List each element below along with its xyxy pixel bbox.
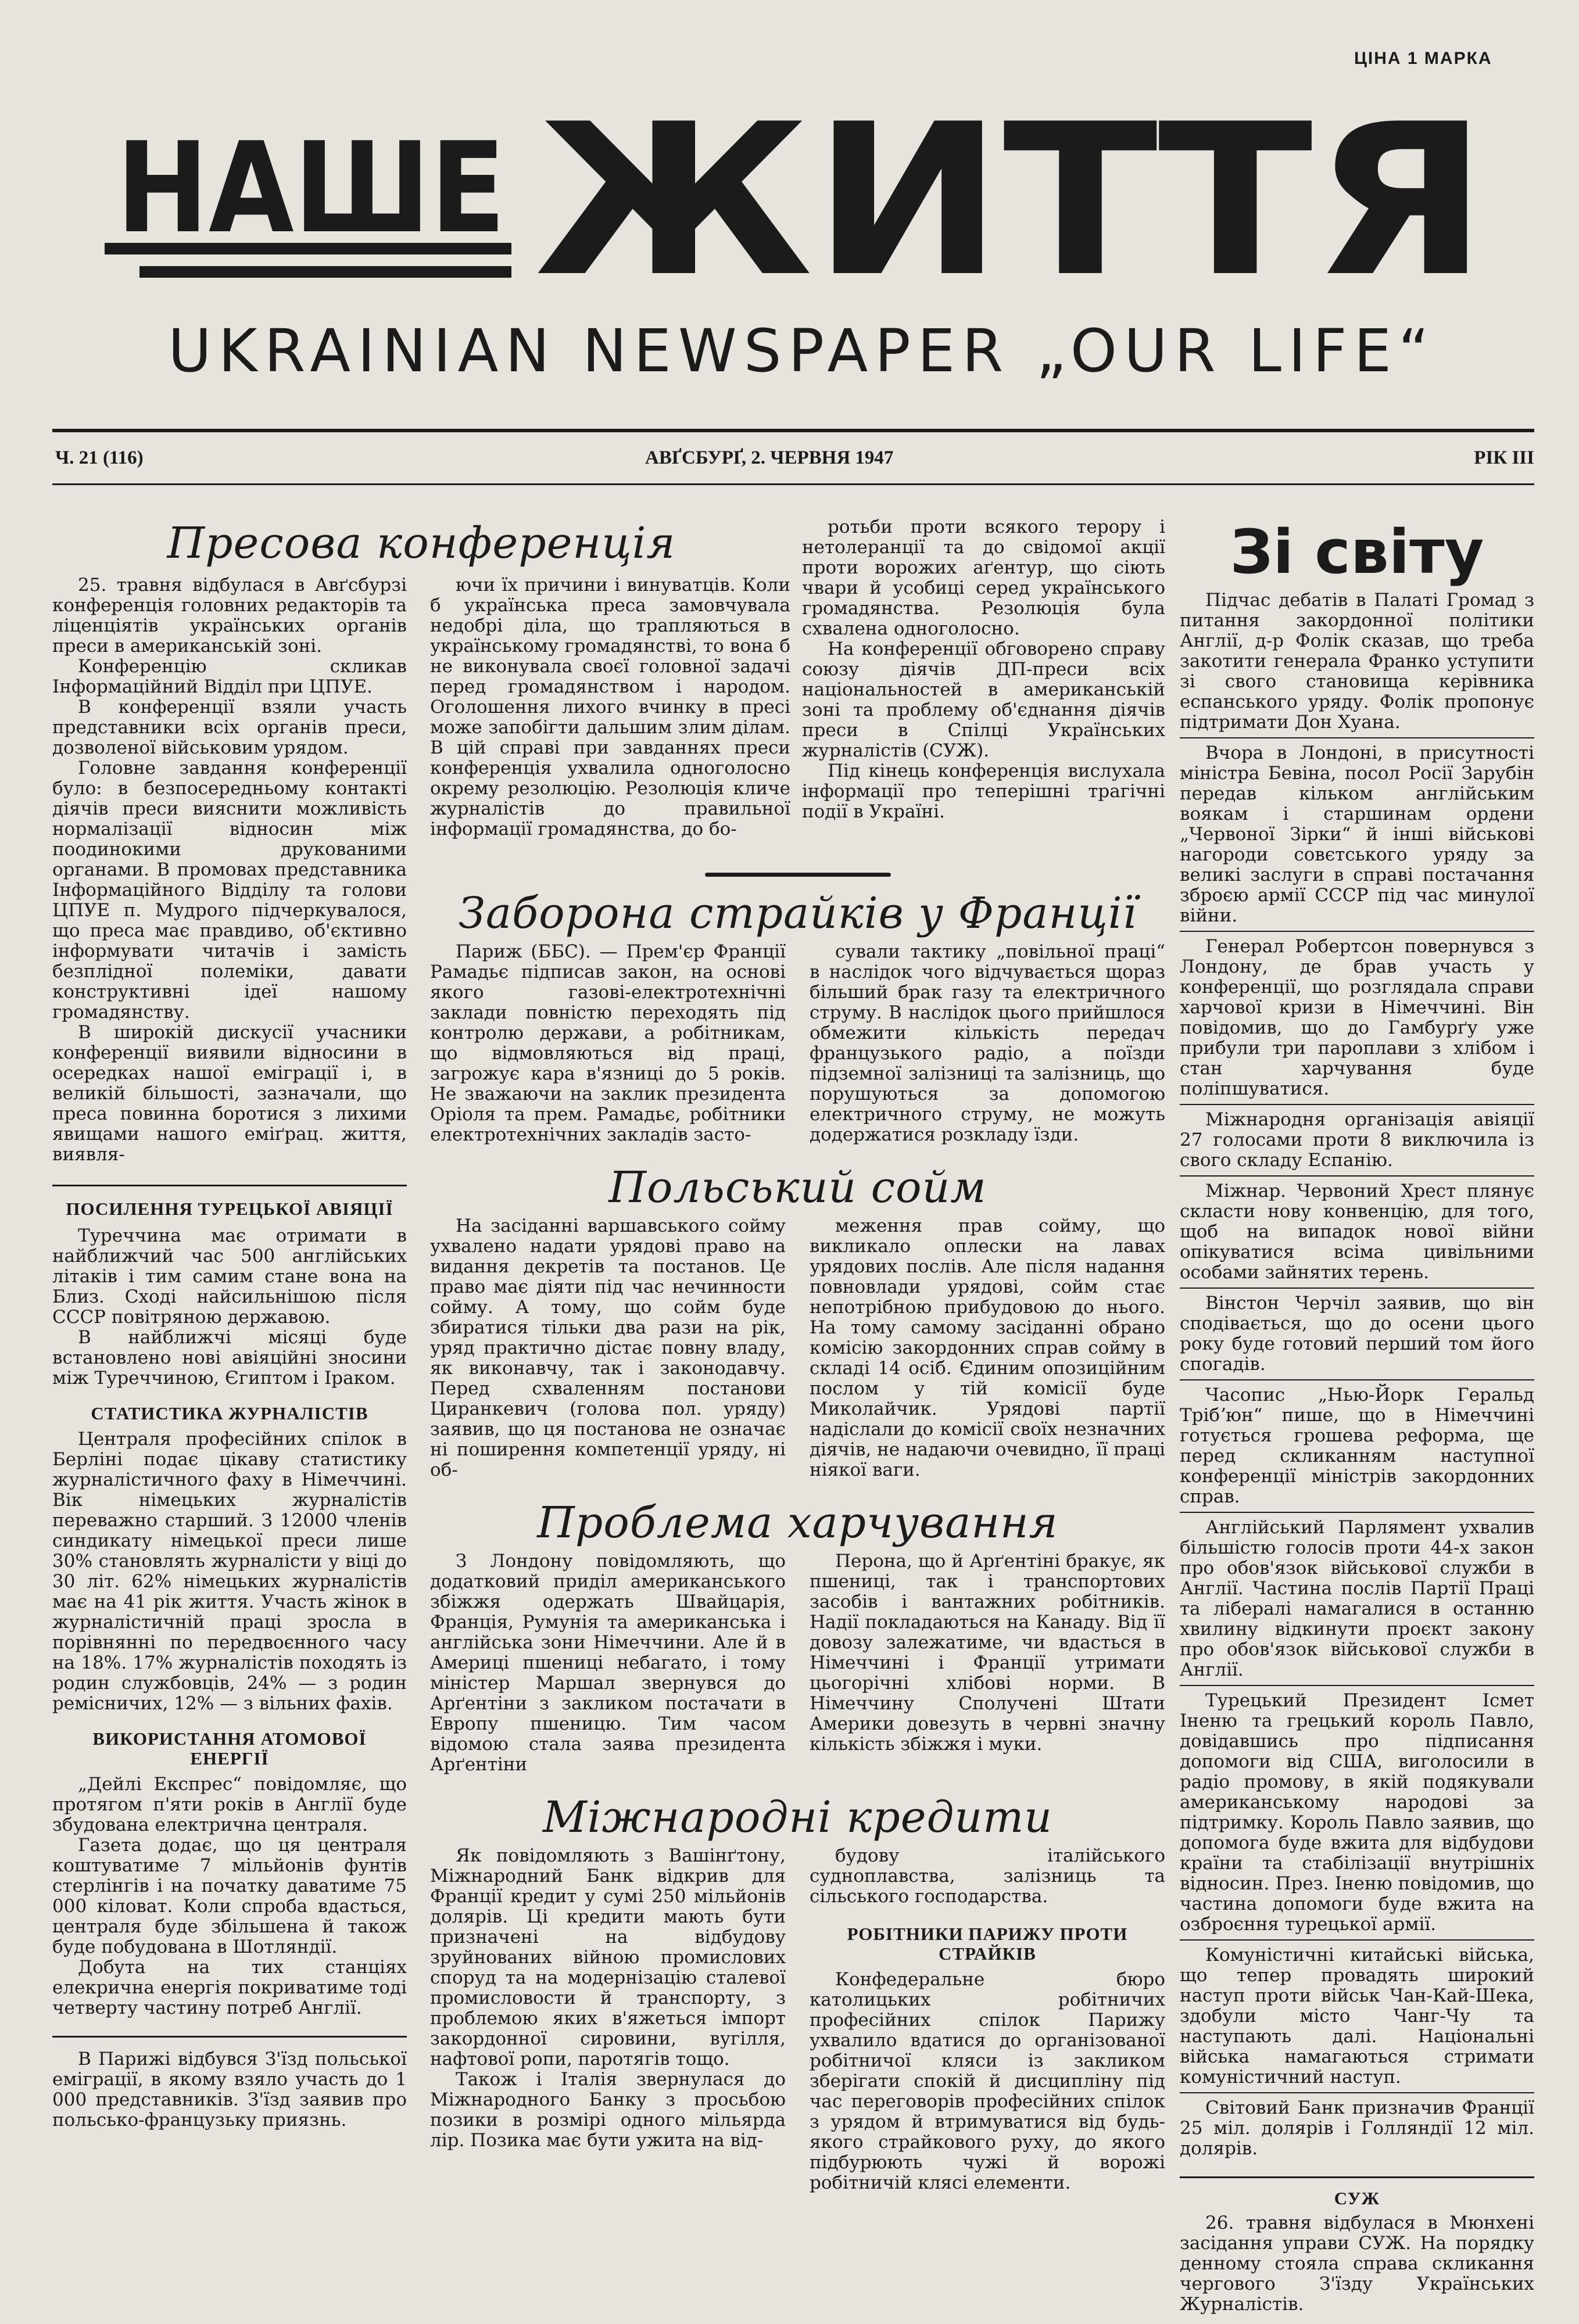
strikes-body [430,942,1165,1145]
paragraph: Конфедеральне бюро католицьких робітничих професійних спілок Парижу ухвалило вдатися до організованої робітничої кляси із закликом зберігати спокій й дисципліну під час переговорів професійних спілок з урядом й втримуватися від будь-якого страйкового руху, до якого підбурюють чужі й ворожі робітничій клясі елементи. [810,1969,1165,2193]
paragraph: „Дейлі Експрес“ повідомляє, що протягом п'яти років в Англії буде збудована електрична централя. [52,1774,407,1835]
credits-body-left [430,1846,786,2193]
paragraph: Централя професійних спілок в Берліні подає цікаву статистику журналістичного фаху в Німеччині. Вік німецьких журналістів переважно старший. З 12000 членів синдикату німецької преси лише 30% становлять журналісти у віці до 30 літ. 62% німецьких журналістів має на 41 рік життя. Участь жінок в журналістичній праці зросла в порівнянні по передвоєнного часу на 18%. 17% журналістів походять із родин службовців, 24% — з родин ремісничих, 12% — з вільних фахів. [52,1429,407,1714]
strikes-body-right [810,942,1165,1145]
paragraph: В конференції взяли участь представники всіх органів преси, дозволеної військовим урядом. [52,697,407,758]
header-rule-bottom [52,483,1534,485]
paragraph: Париж (ББС). — Прем'єр Франції Рамадьє підписав закон, на основі якого газові-електротехнічні заклади повністю переходять під контролю держави, а робітникам, що відмовляються від праці, загрожує кара в'язниці до 5 років. Не зважаючи на заклик президента Оріоля та прем. Рамадьє, робітники електротехнічних закладів засто- [430,941,786,1145]
item-separator [1180,1685,1534,1686]
paragraph: ротьби проти всякого терору і нетолеранції та до свідомої акції проти ворожих аґентур, що сіють чвари й усобиці серед українського громадянства. Резолюція була схвалена одноголосно. [802,517,1165,639]
item-separator [1180,931,1534,932]
paragraph: Під кінець конференція вислухала інформації про теперішні трагічні події в Україні. [802,761,1165,822]
paragraph: В Парижі відбувся З'їзд польської еміграції, в якому взяло участь до 1 000 представників. З'їзд заявив про польсько-французьку приязнь. [52,2049,407,2131]
year-label: РІК III [1474,447,1534,468]
issue-number: Ч. 21 (116) [55,447,144,468]
credits-body-right [810,1846,1165,1907]
paragraph: Конференцію скликав Інформаційний Відділ при ЦПУЕ. [52,656,407,697]
paragraph: Англійський Парлямент ухвалив більшістю голосів проти 44-х закон про обов'язок військової служби в Англії. Частина послів Партії Праці та лібералі намагалися в останню хвилину відкинути проєкт закону про обов'язок військової служби в Англії. [1180,1517,1534,1680]
journalists-stats-body [52,1429,407,1714]
paragraph: Турецький Президент Ісмет Іненю та грецький король Павло, довідавшись про підписання допомоги від США, виголосили в радіо промову, в якій подякували американському народові за підтримку. Король Павло заявив, що допомога буде вжита для відбудови країни та стабілізації внутрішніх відносин. През. Іненю повідомив, що частина допомоги буде вжита на озброєння турецької армії. [1180,1690,1534,1935]
strikes-body-left [430,942,786,1145]
column-3-upper [802,517,1165,822]
press-conf-body-c1 [52,575,407,1165]
turkey-aviation-heading: ПОСИЛЕННЯ ТУРЕЦЬКОЇ АВІЯЦІЇ [66,1199,393,1219]
price-label: ЦІНА 1 МАРКА [1354,49,1492,68]
column-4 [1180,517,1534,2315]
world-news-list [1180,590,1534,2159]
paragraph: Міжнародня організація авіяції 27 голосами проти 8 виключила із свого складу Еспанію. [1180,1109,1534,1171]
span-articles [430,873,1165,2193]
place-date: АВҐСБУРҐ, 2. ЧЕРВНЯ 1947 [645,447,894,468]
paragraph: Газета додає, що ця централя коштуватиме 7 мільйонів фунтів стерлінгів і на початку даватиме 75 000 кіловат. Коли спроба вдасться, централя буде збільшена й також буде побудована в Шотляндії. [52,1835,407,1957]
turkey-aviation-body [52,1226,407,1389]
separator [52,2036,407,2038]
paragraph: ючи їх причини і винуватців. Коли б українська преса замовчувала недобрі діла, що трапляються в українському громадянстві, то вона б не виконувала своєї головної задачі перед громадянством і народом. Оголошення лихого вчинку в пресі може запобігти дальшим злим ділам. В цій справі при завданнях преси конференція ухвалила одноголосно окрему резолюцію. Резолюція кличе журналістів до правильної інформації громадянства, до бо- [430,575,790,840]
item-separator [1180,2092,1534,2093]
separator [1180,2176,1534,2178]
masthead-subtitle: UKRAINIAN NEWSPAPER „OUR LIFE“ [168,317,1436,386]
paragraph: З Лондону повідомляють, що додатковий приділ американського збіжжя одержать Швайцарія, Франція, Румунія та американська і англійська зони Німеччини. Але й в Америці пшениці небагато, і тому міністер Маршал звернувся до Арґентіни з закликом постачати в Европу пшеницю. Тим часом відомою стала заява президента Арґентіни [430,1551,786,1775]
issue-row [55,447,1534,476]
paragraph: Добута на тих станціях елекрична енергія покриватиме тоді четверту частину потреб Англії. [52,1957,407,2018]
sejm-heading: Польський сойм [608,1163,987,1213]
credits-right-column [810,1846,1165,2193]
credits-body [430,1846,1165,2193]
paragraph: Перона, що й Арґентіні бракує, як пшениці, так і транспортових засобів і вантажних робітників. Надії покладаються на Канаду. Від її довозу залежатиме, чи вдасться в Німеччині і Франції утримати цьогорічні хлібові норми. В Німеччину Сполучені Штати Америки довезуть в червні значну кількість збіжжя і муки. [810,1551,1165,1755]
food-heading: Проблема харчування [537,1498,1058,1548]
paragraph: Генерал Робертсон повернувся з Лондону, де брав участь у конференції, що розглядала справи харчової кризи в Німеччині. Він повідомив, що до Гамбурґу уже прибули три пароплави з хлібом і стан харчування буде поліпшуватися. [1180,936,1534,1099]
paragraph: Як повідомляють з Вашінґтону, Міжнародний Банк відкрив для Франції кредит у сумі 250 мільйонів долярів. Ці кредити мають бути призначені на відбудову зруйнованих війною промислових споруд та на модернізацію сталевої промисловости й транспорту, з проблемою яких в'яжеться імпорт закордонної сировини, вугілля, нафтової ропи, паротягів тощо. [430,1845,786,2070]
credits-heading: Міжнародні кредити [543,1792,1052,1842]
atomic-energy-body [52,1774,407,2018]
food-body [430,1551,1165,1775]
paragraph: В широкій дискусії учасники конференції виявили відносини в осередках нашої еміграції і, в великій більшості, зазначали, що преса повинна боротися з лихими явищами нашого еміґрац. життя, виявля- [52,1022,407,1165]
suzh-body [1180,2213,1534,2315]
item-separator [1180,1939,1534,1941]
item-separator [1180,1104,1534,1105]
paragraph: На засіданні варшавського сойму ухвалено надати урядові право на видання декретів та постанов. Це право має діяти під час нечинности сойму. А тому, що сойм буде збиратися тільки два рази на рік, уряд практично дістає повну владу, як виконавчу, так і законодавчу. Перед схваленням постанови Циранкевич (голова пол. уряду) заявив, що ця постанова не означає ні поширення компетенції уряду, ні об- [430,1215,786,1480]
atomic-energy-heading: ВИКОРИСТАННЯ АТОМОВОЇ ЕНЕРГІЇ [92,1728,367,1769]
item-separator [1180,1287,1534,1289]
paragraph: Вінстон Черчіл заявив, що він сподівається, що до осени цього року буде готовий перший том його спогадів. [1180,1293,1534,1375]
paragraph: Міжнар. Червоний Хрест плянує скласти нову конвенцію, для того, щоб на випадок нової війни опікуватися всіма цивільними особами зайнятих терень. [1180,1181,1534,1283]
paragraph: сували тактику „повільної праці“ в наслідок чого відчувається щораз більший брак газу та електричного струму. В наслідок цього прийшлося обмежити кількість передач французького радіо, а поїзди підземної залізниці та залізниць, що порушуються за допомогою електричного струму, не можуть додержатися розкладу їзди. [810,941,1165,1145]
paragraph: 26. травня відбулася в Мюнхені засідання управи СУЖ. На порядку денному стояла справа скликання чергового З'їзду Українських Журналістів. [1180,2212,1534,2315]
journalists-stats-heading: СТАТИСТИКА ЖУРНАЛІСТІВ [91,1403,368,1423]
masthead-title [105,81,1499,290]
paris-workers-heading: РОБІТНИКИ ПАРИЖУ ПРОТИ СТРАЙКІВ [847,1924,1128,1964]
sejm-body [430,1216,1165,1480]
sejm-body-left [430,1216,786,1480]
column-2-upper [430,575,790,840]
masthead-word-zhyttia: ЖИТТЯ [535,81,1488,290]
paragraph: будову італійського судноплавства, залізниць та сільського господарства. [810,1845,1165,1907]
item-separator [1180,1379,1534,1380]
press-conf-body-c2 [430,575,790,840]
paragraph: На конференції обговорено справу союзу діячів ДП-преси всіх національностей в американській зоні та проблему об'єднання діячів преси в Спілці Українських журналістів (СУЖ). [802,639,1165,761]
ornament-divider [705,873,891,877]
food-body-right [810,1551,1165,1775]
paragraph: Туреччина має отримати в найближчий час 500 англійських літаків і тим самим стане вона на Близ. Сході найсильнішою після СССР повітряною державою. [52,1225,407,1328]
press-conf-heading: Пресова конференція [167,518,676,568]
paragraph: меження прав сойму, що викликало оплески на лавах урядових послів. Але після надання повновлади урядові, сойм стає непотрібною прибудовою до нього. На тому самому засіданні обрано комісію закордонних справ сойму в складі 14 осіб. Єдиним опозиційним послом у тій комісії буде Миколайчик. Урядові партії надіслали до комісії своїх незначних діячів, не надаючи очевидно, її праці ніякої ваги. [810,1215,1165,1480]
column-1 [52,517,407,2131]
header-rule-top [52,429,1534,432]
world-news-heading: Зі світу [1230,517,1484,587]
paragraph: Часопис „Нью-Йорк Геральд Трібʼюн“ пише, що в Німеччині готується грошева реформа, ще перед скликанням наступної конференції міністрів закордонних справ. [1180,1385,1534,1507]
sejm-body-right [810,1216,1165,1480]
paragraph: Світовий Банк призначив Франції 25 міл. долярів і Голляндії 12 міл. долярів. [1180,2097,1534,2159]
strikes-heading: Заборона страйків у Франції [458,888,1137,938]
separator [52,1185,407,1186]
polish-congress-body [52,2049,407,2131]
suzh-heading: СУЖ [1334,2188,1380,2208]
paragraph: Вчора в Лондоні, в присутності міністра Бевіна, посол Росії Зарубін передав кільком англійським воякам і старшинам ордени „Червоної Зірки“ й інші військові нагороди совєтського уряду за великі заслуги в справі постачання зброєю армії СССР під час минулої війни. [1180,743,1534,926]
paris-workers-body [810,1970,1165,2193]
press-conf-body-c3 [802,517,1165,822]
paragraph: Підчас дебатів в Палаті Громад з питання закордонної політики Англії, д-р Фолік сказав, що треба закотити генерала Франко уступити зі свого становища керівника еспанського уряду. Фолік пропонує підтримати Дон Хуана. [1180,590,1534,733]
paragraph: Комуністичні китайські війська, що тепер провадять широкий наступ проти військ Чан-Кай-Шека, здобули місто Чанг-Чу та наступають далі. Національні війська намагаються стримати комуністичний наступ. [1180,1945,1534,2088]
food-body-left [430,1551,786,1775]
item-separator [1180,1175,1534,1177]
masthead-word-nashe: НАШЕ [116,115,506,261]
item-separator [1180,1512,1534,1513]
paragraph: 25. травня відбулася в Авґсбурзі конференція головних редакторів та ліценціятів українських органів преси в американській зоні. [52,575,407,657]
item-separator [1180,737,1534,738]
paragraph: Головне завдання конференції було: в безпосередньому контакті діячів преси вияснити можливість нормалізації відносин між поодинокими друкованими органами. В промовах представника Інформаційного Відділу та голови ЦПУЕ п. Мудрого підчеркувалося, що преса має правдиво, об'єктивно інформувати читачів і замість безплідної полеміки, давати конструктивні ідеї нашому громадянству. [52,758,407,1023]
paragraph: Також і Італія звернулася до Міжнародного Банку з просьбою позики в розмірі одного мільярда лір. Позика має бути ужита на від- [430,2069,786,2151]
masthead-underline-bottom [139,266,511,278]
paragraph: В найближчі місяці буде встановлено нові авіяційні зносини між Туреччиною, Єгиптом і Іраком. [52,1327,407,1389]
